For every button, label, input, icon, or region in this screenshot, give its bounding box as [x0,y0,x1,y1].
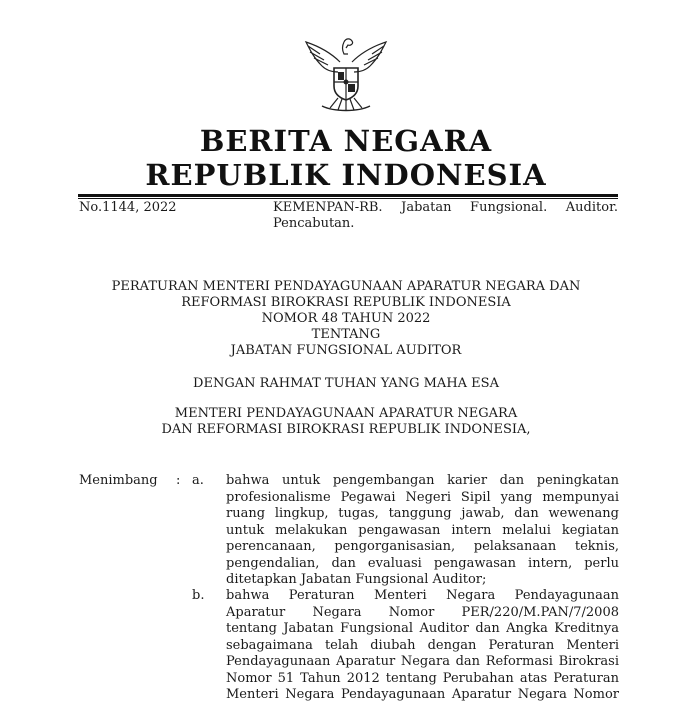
item-line: ruang lingkup, tugas, tanggung jawab, dan wewenang [226,506,619,521]
minister-line: DAN REFORMASI BIROKRASI REPUBLIK INDONESIA, [161,422,531,437]
item-line: bahwa untuk pengembangan karier dan peningkatan [226,473,619,488]
considering-colon: : [176,473,181,488]
item-line: Menteri Negara Pendayagunaan Aparatur Negara Nomor [226,687,619,702]
masthead-title-line1: BERITA NEGARA [199,124,493,158]
minister-line: MENTERI PENDAYAGUNAAN APARATUR NEGARA [174,406,518,421]
item-line: untuk melakukan pengawasan intern melalui kegiatan [226,522,619,538]
item-line: perencanaan, pengorganisasian, pelaksanaan teknis, [226,539,619,554]
preamble-text: DENGAN RAHMAT TUHAN YANG MAHA ESA [193,376,499,391]
title-line: TENTANG [311,327,381,342]
item-text [226,473,619,589]
title-line: REFORMASI BIROKRASI REPUBLIK INDONESIA [181,295,511,310]
masthead-title-line2: REPUBLIK INDONESIA [145,158,547,192]
item-line: Aparatur Negara Nomor PER/220/M.PAN/7/2008 [226,604,619,620]
item-line: ditetapkan Jabatan Fungsional Auditor; [226,572,487,587]
item-line: profesionalisme Pegawai Negeri Sipil yang mempunyai [226,489,619,505]
title-line: PERATURAN MENTERI PENDAYAGUNAAN APARATUR NEGARA DAN [111,279,581,294]
masthead-thin-rule [78,198,618,199]
item-line: bahwa Peraturan Menteri Negara Pendayagunaan [226,588,619,603]
item-line: Pendayagunaan Aparatur Negara dan Reformasi Birokrasi [226,654,619,669]
considering-label: Menimbang [79,473,158,488]
gazette-number: No.1144, 2022 [79,200,177,215]
item-line: pengendalian, dan evaluasi pengawasan intern, perlu [226,555,619,571]
minister-heading [0,406,692,438]
item-letter: b. [192,588,205,603]
item-line: sebagaimana telah diubah dengan Peraturan Menteri [226,637,619,653]
title-line: NOMOR 48 TAHUN 2022 [261,311,431,326]
title-line: JABATAN FUNGSIONAL AUDITOR [230,343,462,358]
item-letter: a. [192,473,204,488]
masthead-thick-rule [78,194,618,197]
item-line: tentang Jabatan Fungsional Auditor dan Angka Kreditnya [226,621,619,636]
gazette-subject: KEMENPAN-RB. Jabatan Fungsional. Auditor. Pencabutan. [273,200,618,231]
regulation-title [0,279,692,359]
garuda-emblem-icon [300,32,392,114]
item-text [226,588,619,704]
item-line: Nomor 51 Tahun 2012 tentang Perubahan atas Peraturan [226,670,619,686]
